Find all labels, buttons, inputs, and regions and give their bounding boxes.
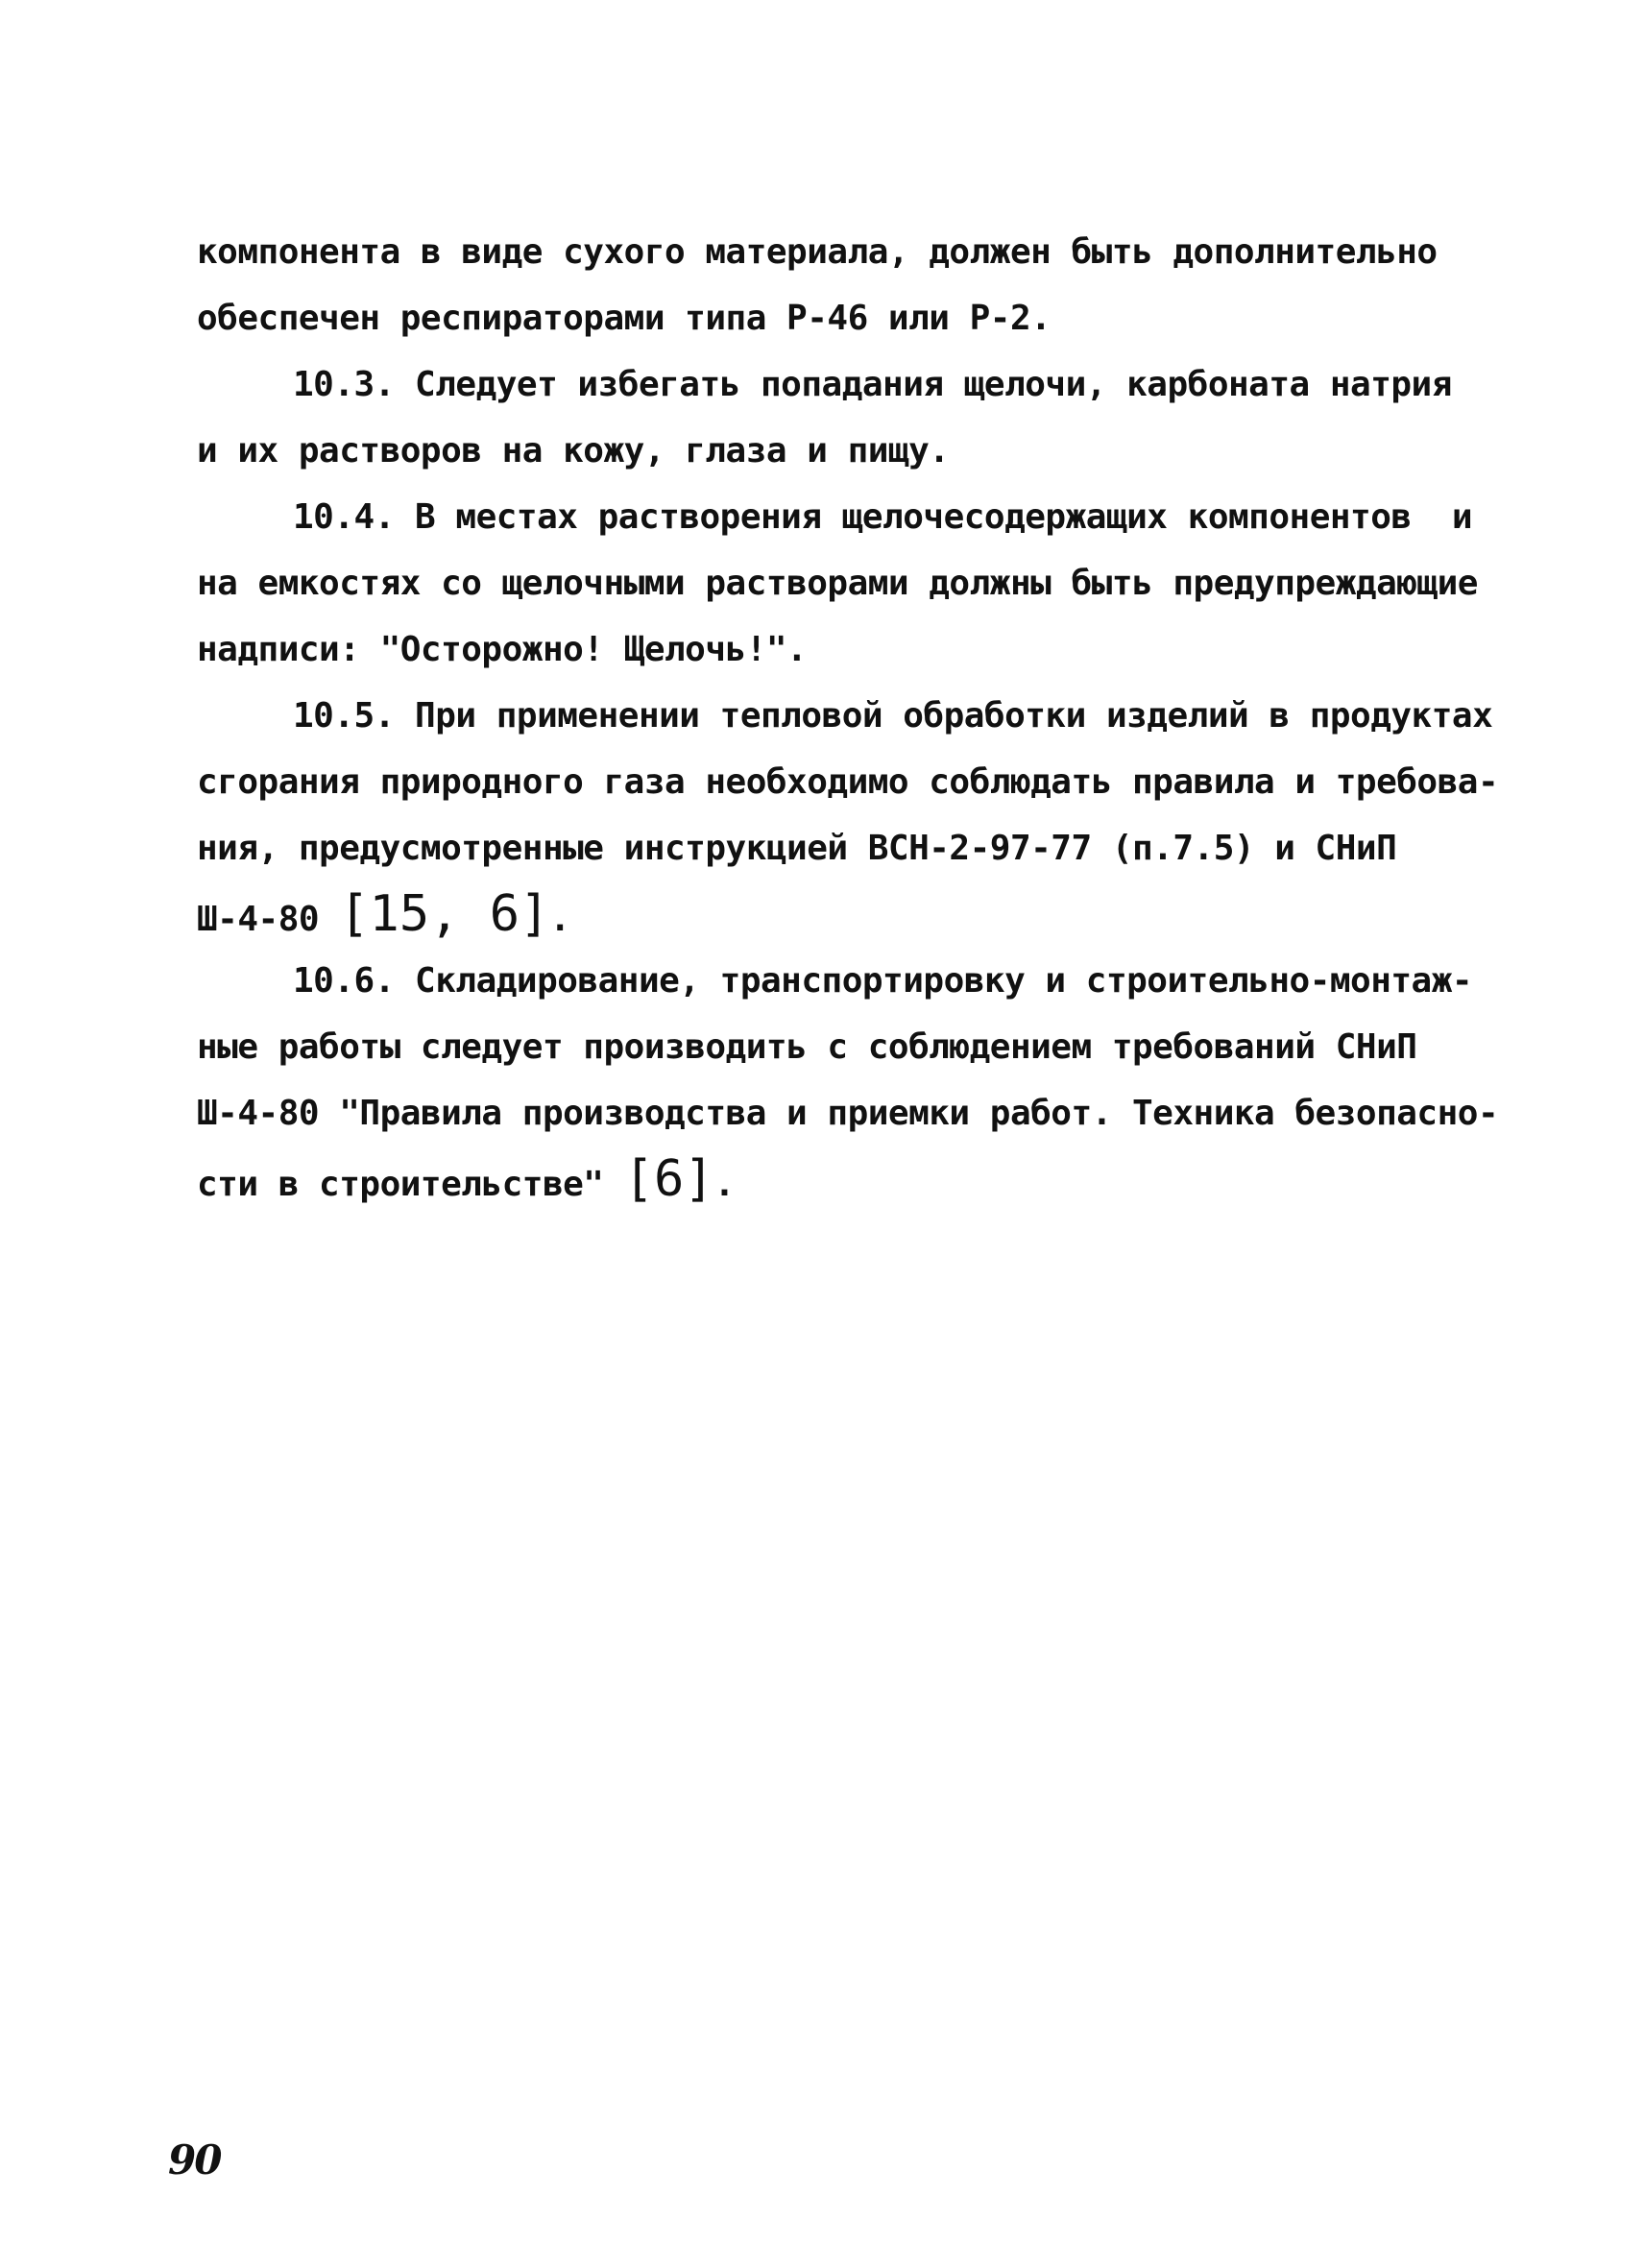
text-line: сгорания природного газа необходимо соблюдать правила и требова-: [197, 762, 1499, 802]
line-end: .: [713, 1165, 735, 1204]
paragraph-10-6: 10.6. Складирование, транспортировку и строительно-монтаж-: [293, 961, 1473, 1001]
paragraph-10-4: 10.4. В местах растворения щелочесодержащих компонентов и: [293, 497, 1473, 537]
reference-citation: [6]: [623, 1150, 714, 1208]
text-line: ные работы следует производить с соблюдением требований СНиП: [197, 1027, 1417, 1067]
text-line: и их растворов на кожу, глаза и пищу.: [197, 431, 950, 470]
text-line: [197, 1146, 1493, 1213]
line-end: .: [549, 900, 570, 939]
body-text: [197, 219, 1499, 1213]
text-line: компонента в виде сухого материала, должен быть дополнительно: [197, 232, 1438, 272]
line-text: сти в строительстве": [197, 1165, 624, 1204]
text-line: на емкостях со щелочными растворами должны быть предупреждающие: [197, 564, 1478, 603]
text-line: [197, 881, 1493, 948]
paragraph-10-5: 10.5. При применении тепловой обработки изделий в продуктах: [293, 696, 1493, 736]
text-line: надписи: "Осторожно! Щелочь!".: [197, 630, 808, 669]
text-line: Ш-4-80 "Правила производства и приемки работ. Техника безопасно-: [197, 1094, 1499, 1133]
text-line: обеспечен респираторами типа Р-46 или Р-2.: [197, 299, 1052, 338]
paragraph-10-3: 10.3. Следует избегать попадания щелочи, карбоната натрия: [293, 365, 1452, 404]
line-text: Ш-4-80: [197, 900, 340, 939]
reference-citation: [15, 6]: [339, 885, 550, 943]
text-line: ния, предусмотренные инструкцией ВСН-2-97-77 (п.7.5) и СНиП: [197, 829, 1397, 868]
page-number: 90: [168, 2136, 221, 2184]
